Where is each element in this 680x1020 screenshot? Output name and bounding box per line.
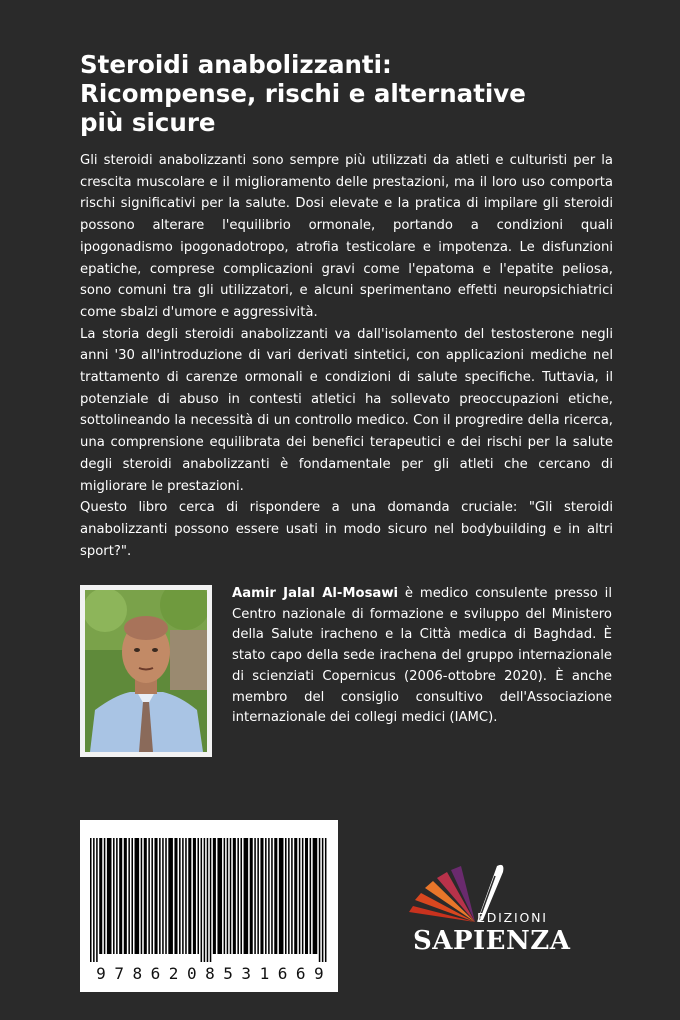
- barcode-bar: [119, 838, 122, 954]
- barcode-bar: [299, 838, 301, 954]
- barcode-bar: [182, 838, 184, 954]
- barcode-bar: [305, 838, 308, 954]
- barcode-bar: [322, 838, 324, 962]
- back-cover-blurb: [80, 150, 613, 562]
- barcode-bar: [179, 838, 181, 954]
- barcode-bar: [285, 838, 287, 954]
- barcode-digit: 3: [241, 964, 252, 983]
- barcode-digit: 9: [96, 964, 106, 983]
- barcode-digit: 6: [295, 964, 306, 983]
- barcode-bar: [131, 838, 133, 954]
- barcode-bar: [265, 838, 267, 954]
- barcode-bar: [237, 838, 239, 954]
- barcode-bars: [90, 838, 328, 962]
- barcode-bar: [168, 838, 173, 954]
- barcode-bar: [313, 838, 318, 954]
- barcode-digit: 2: [168, 964, 179, 983]
- barcode-bar: [159, 838, 161, 954]
- barcode-bar: [254, 838, 256, 954]
- author-portrait-image: [85, 590, 207, 752]
- barcode-bar: [165, 838, 167, 954]
- barcode-digits: [92, 964, 328, 983]
- barcode-bar: [207, 838, 209, 962]
- barcode-digit: 6: [277, 964, 288, 983]
- barcode-bar: [233, 838, 236, 954]
- barcode-bar: [188, 838, 191, 954]
- publisher-logo: [405, 860, 571, 960]
- barcode-bar: [144, 838, 147, 954]
- barcode-bar: [90, 838, 92, 962]
- barcode-digit: 6: [150, 964, 161, 983]
- barcode-bar: [113, 838, 115, 954]
- barcode-bar: [96, 838, 98, 962]
- barcode-bar: [185, 838, 187, 954]
- barcode-bar: [204, 838, 206, 962]
- book-title: [80, 50, 640, 137]
- barcode-bar: [93, 838, 95, 962]
- barcode-bar: [217, 838, 222, 954]
- barcode-bar: [104, 838, 106, 954]
- barcode-bar: [268, 838, 270, 954]
- barcode-bar: [288, 838, 290, 954]
- barcode-bar: [162, 838, 164, 954]
- barcode-bar: [302, 838, 304, 954]
- barcode-bar: [210, 838, 212, 962]
- barcode-bar: [250, 838, 253, 954]
- barcode-bar: [107, 838, 112, 954]
- author-bio: [232, 584, 612, 729]
- barcode-bar: [325, 838, 327, 962]
- author-photo: [80, 585, 212, 757]
- barcode-bar: [154, 838, 157, 954]
- publisher-line-2: SAPIENZA: [413, 926, 571, 956]
- title-line-1: Steroidi anabolizzanti:: [80, 50, 392, 79]
- barcode-bar: [279, 838, 284, 954]
- barcode-bar: [319, 838, 321, 962]
- barcode-digit: 8: [132, 964, 143, 983]
- barcode-bar: [274, 838, 277, 954]
- barcode-digit: 7: [114, 964, 124, 983]
- barcode-bar: [260, 838, 263, 954]
- barcode-digit: 0: [186, 964, 197, 983]
- blurb-paragraph-1: Gli steroidi anabolizzanti sono sempre più utilizzati da atleti e culturisti per la crescita muscolare e il miglioramento delle prestazioni, ma il loro uso comporta rischi significativi per la salute. Dosi elevate e la pratica di impilare gli steroidi possono alterare l'equilibrio ormonale, portando a condizioni quali ipogonadismo ipogonadotropo, atrofia testicolare e impotenza. Le disfunzioni epatiche, comprese complicazioni gravi come l'epatoma e l'epatite peliosa, sono comuni tra gli utilizzatori, e alcuni sperimentano effetti neuropsichiatrici come sbalzi d'umore e aggressività.: [80, 153, 613, 320]
- barcode-bar: [201, 838, 203, 962]
- barcode-digit: 8: [205, 964, 215, 983]
- barcode-bar: [227, 838, 229, 954]
- author-bio-text: è medico consulente presso il Centro nazionale di formazione e sviluppo del Ministero della Salute iracheno e la Città medica di Baghdad. È stato capo della sede irachena del gruppo internazionale di scienziati Copernicus (2006-ottobre 2020). È anche membro del consiglio consultivo dell'Associazione internazionale dei collegi medici (IAMC).: [232, 586, 612, 726]
- barcode-bar: [141, 838, 143, 954]
- barcode-bar: [291, 838, 293, 954]
- barcode-bar: [224, 838, 226, 954]
- author-name: Aamir Jalal Al-Mosawi: [232, 586, 399, 601]
- title-line-2: Ricompense, rischi e alternative: [80, 79, 526, 108]
- barcode-digit: 9: [314, 964, 324, 983]
- barcode-bar: [240, 838, 242, 954]
- barcode-bar: [128, 838, 130, 954]
- barcode-bar: [310, 838, 312, 954]
- barcode-bar: [213, 838, 216, 954]
- barcode-bar: [257, 838, 259, 954]
- barcode-bar: [230, 838, 232, 954]
- barcode-bar: [174, 838, 177, 954]
- barcode-bar: [197, 838, 199, 954]
- blurb-paragraph-3: Questo libro cerca di rispondere a una domanda cruciale: "Gli steroidi anabolizzanti possono essere usati in modo sicuro nel bodybuilding e in altri sport?".: [80, 500, 613, 559]
- barcode-bar: [148, 838, 150, 954]
- barcode-bar: [116, 838, 118, 954]
- barcode-bar: [99, 838, 102, 954]
- barcode-bar: [124, 838, 127, 954]
- barcode-bar: [244, 838, 249, 954]
- barcode-bar: [193, 838, 196, 954]
- barcode-bar: [135, 838, 140, 954]
- isbn-barcode: [80, 820, 338, 992]
- barcode-bar: [151, 838, 153, 954]
- title-line-3: più sicure: [80, 108, 216, 137]
- blurb-paragraph-2: La storia degli steroidi anabolizzanti va dall'isolamento del testosterone negli anni '30 all'introduzione di vari derivati sintetici, con applicazioni mediche nel trattamento di carenze ormonali e condizioni di salute specifiche. Tuttavia, il potenziale di abuso in contesti atletici ha sollevato preoccupazioni etiche, sottolineando la necessità di un controllo medico. Con il progredire della ricerca, una comprensione equilibrata dei benefici terapeutici e dei rischi per la salute degli steroidi anabolizzanti è fondamentale per gli atleti che cercano di migliorare le prestazioni.: [80, 326, 613, 494]
- barcode-digit: 5: [223, 964, 233, 983]
- barcode-bar: [294, 838, 297, 954]
- publisher-line-1: EDIZIONI: [477, 910, 548, 925]
- barcode-bar: [271, 838, 273, 954]
- barcode-digit: 1: [259, 964, 270, 983]
